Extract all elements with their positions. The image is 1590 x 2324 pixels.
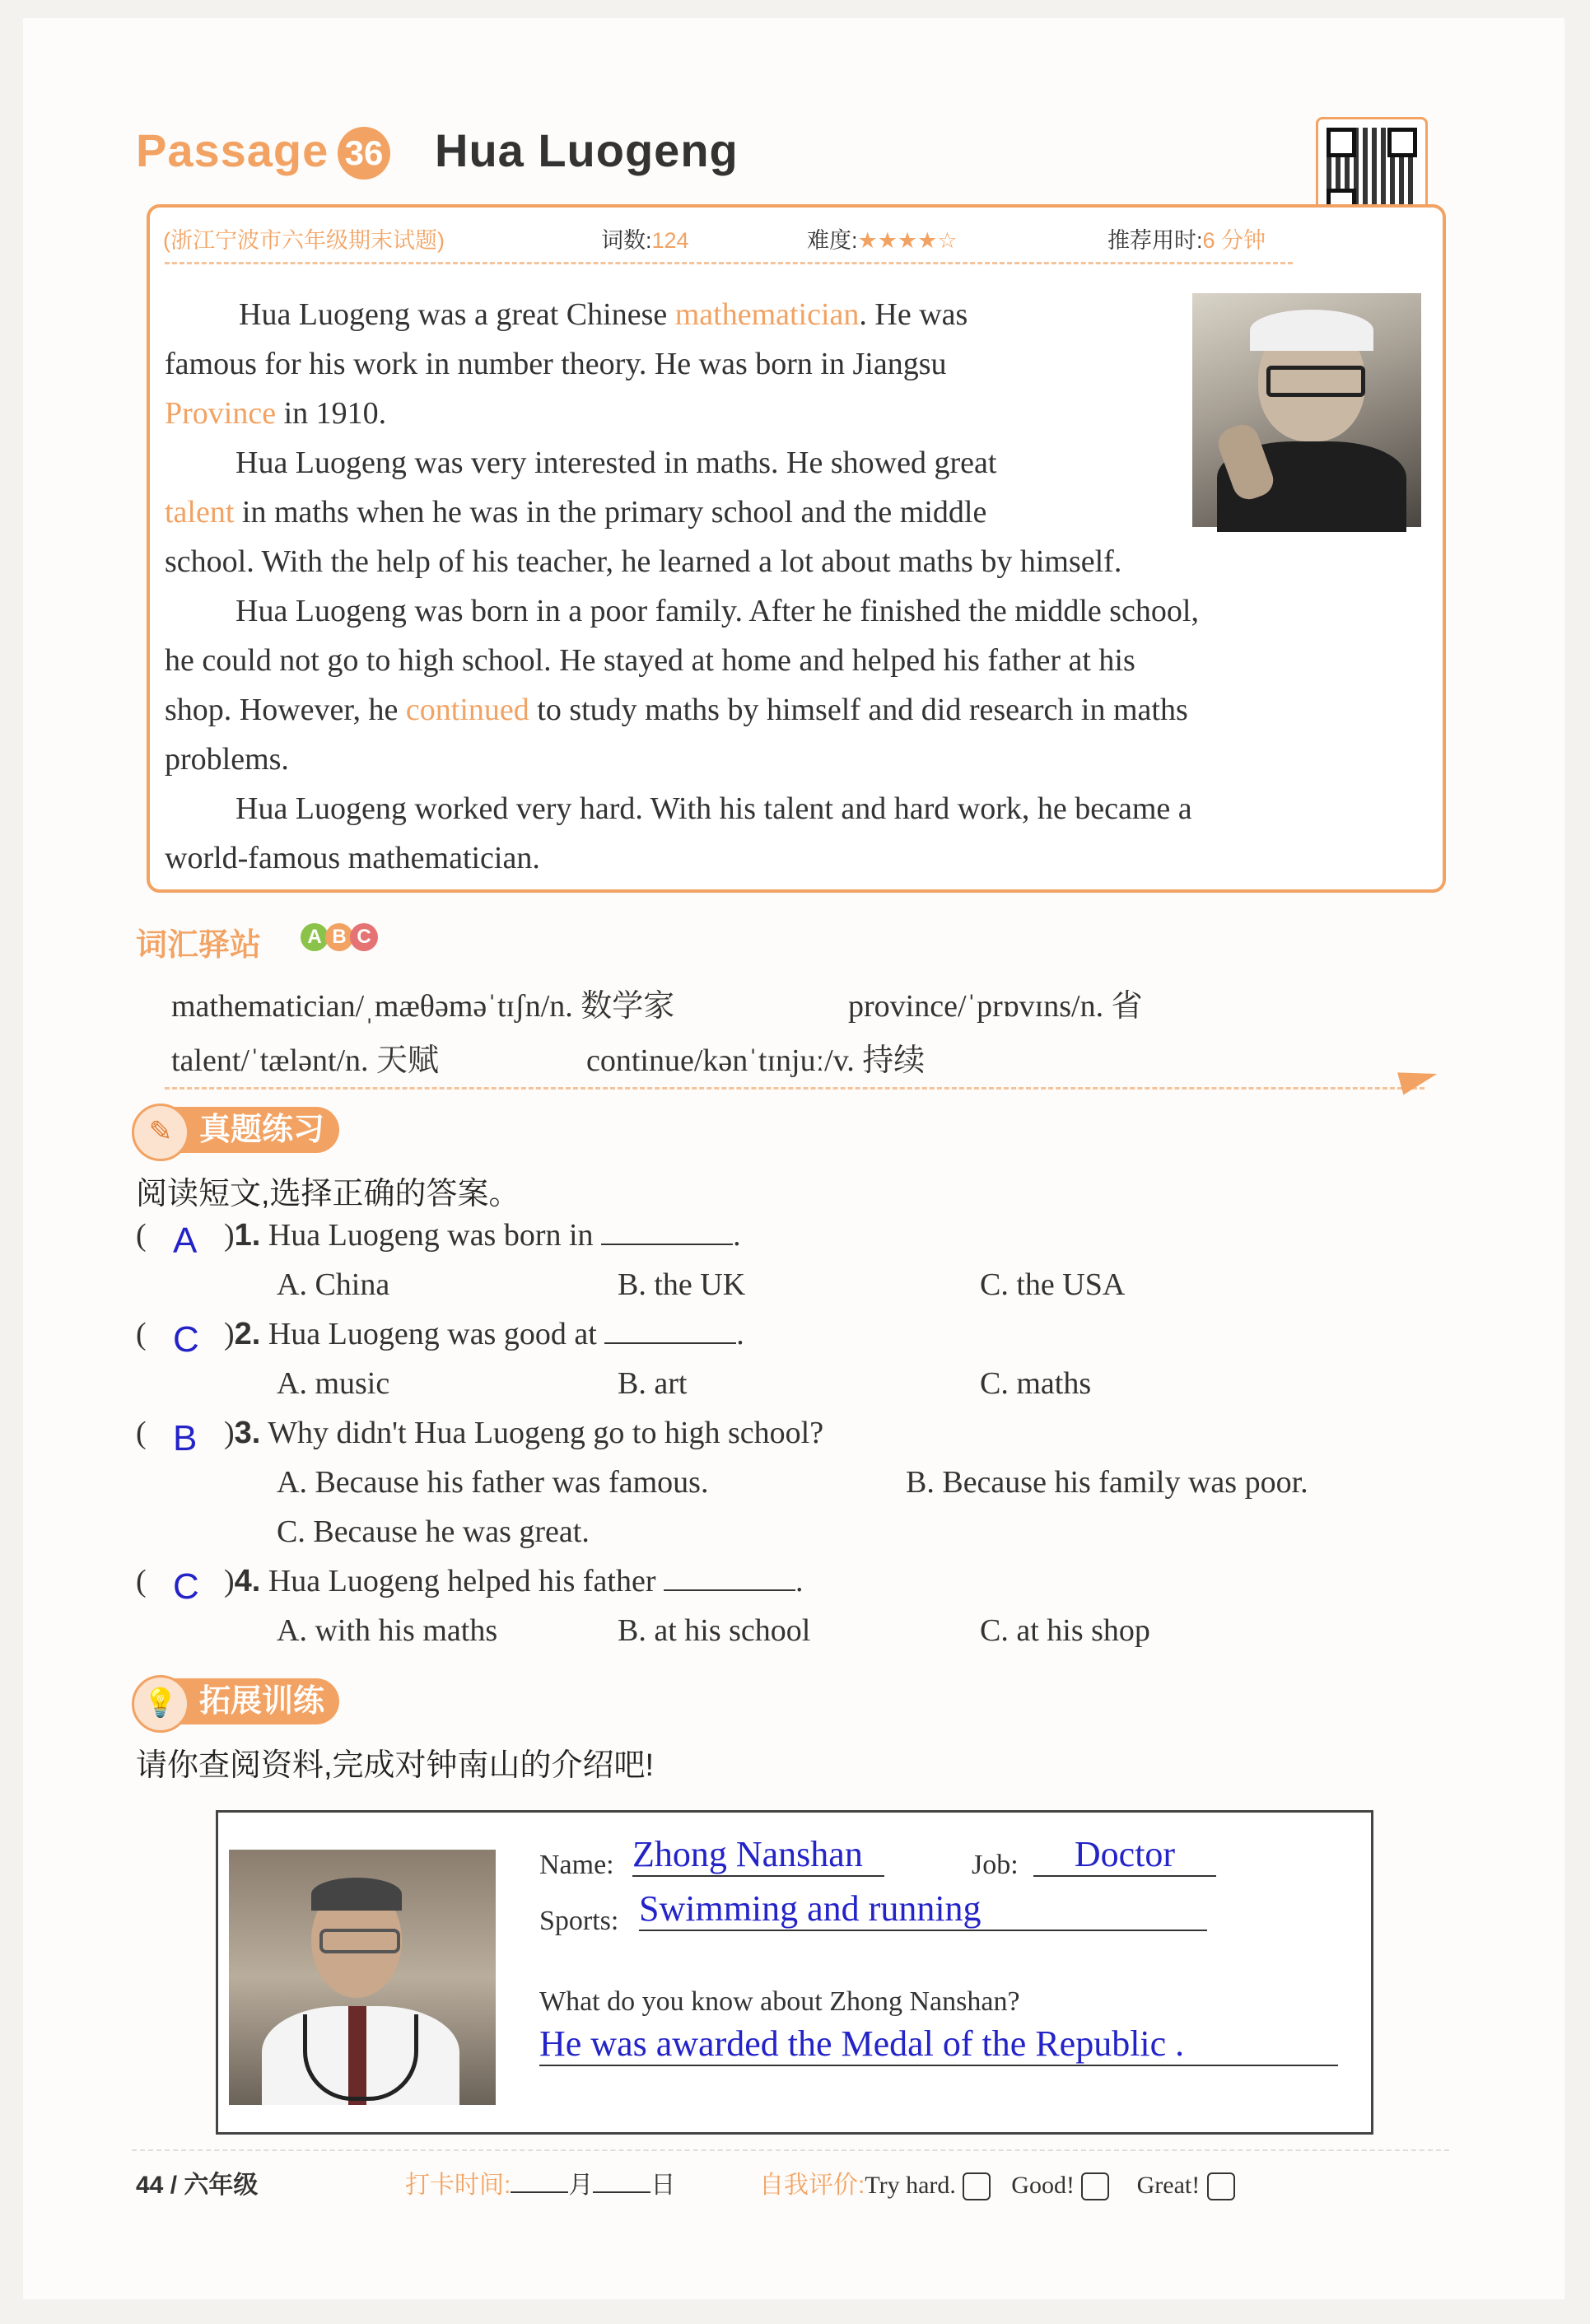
- question-2: )2. Hua Luogeng was good at .: [224, 1317, 744, 1351]
- answer-field[interactable]: He was awarded the Medal of the Republic .: [539, 2023, 1338, 2066]
- job-field[interactable]: Doctor: [1033, 1833, 1216, 1877]
- extension-instruction: 请你查阅资料,完成对钟南山的介绍吧!: [136, 1748, 655, 1783]
- option: B. art: [618, 1366, 688, 1401]
- abc-badge-a: A: [301, 923, 329, 951]
- divider: [165, 1087, 1424, 1090]
- source-note: (浙江宁波市六年级期末试题): [163, 228, 445, 253]
- vocab-item: continue/kənˈtɪnjuː/v. 持续: [586, 1043, 926, 1078]
- answer-paren: (: [136, 1416, 147, 1450]
- passage-line: problems.: [165, 742, 289, 777]
- option: B. the UK: [618, 1267, 746, 1302]
- option: C. the USA: [980, 1267, 1126, 1302]
- divider: [132, 2149, 1449, 2151]
- option: A. Because his father was famous.: [277, 1465, 709, 1500]
- option: B. at his school: [618, 1613, 811, 1648]
- answer-paren: (: [136, 1564, 147, 1598]
- lightbulb-icon: 💡: [132, 1675, 189, 1733]
- extension-badge: 拓展训练: [138, 1678, 339, 1724]
- option: C. Because he was great.: [277, 1514, 590, 1549]
- zhong-nanshan-photo: [229, 1850, 496, 2105]
- passage-line: shop. However, he continued to study maths by himself and did research in maths: [165, 693, 1188, 727]
- answer-paren: (: [136, 1317, 147, 1351]
- checkin: 打卡时间: 月 日: [405, 2172, 676, 2199]
- passage-number-badge: 36: [338, 127, 390, 180]
- passage-line: world-famous mathematician.: [165, 841, 540, 875]
- passage-title: Hua Luogeng: [435, 124, 739, 176]
- question-prompt: What do you know about Zhong Nanshan?: [539, 1986, 1020, 2017]
- page-number: 44 / 六年级: [136, 2172, 259, 2199]
- name-field[interactable]: Zhong Nanshan: [632, 1833, 884, 1877]
- name-label: Name:: [539, 1850, 614, 1880]
- vocab-heading: 词汇驿站: [136, 928, 262, 963]
- passage-line: Hua Luogeng was born in a poor family. After he finished the middle school,: [235, 594, 1199, 628]
- practice-instruction: 阅读短文,选择正确的答案。: [136, 1177, 520, 1211]
- abc-badge-c: C: [350, 923, 378, 951]
- recommended-time: 推荐用时:6 分钟: [1107, 228, 1266, 253]
- option: B. Because his family was poor.: [906, 1465, 1308, 1500]
- question-3: )3. Why didn't Hua Luogeng go to high school?: [224, 1416, 824, 1450]
- passage-line: Hua Luogeng was very interested in maths. He showed great: [235, 446, 997, 480]
- answer-q3[interactable]: B: [173, 1418, 198, 1458]
- answer-q1[interactable]: A: [173, 1220, 198, 1261]
- vocab-item: talent/ˈtælənt/n. 天赋: [171, 1043, 440, 1078]
- sports-field[interactable]: Swimming and running: [639, 1888, 1207, 1931]
- difficulty: 难度:★★★★☆: [807, 228, 958, 253]
- try-hard-checkbox[interactable]: [963, 2172, 991, 2200]
- practice-badge: 真题练习: [138, 1107, 339, 1153]
- good-checkbox[interactable]: [1081, 2172, 1109, 2200]
- option: A. China: [277, 1267, 390, 1302]
- abc-badge-b: B: [325, 923, 353, 951]
- option: C. maths: [980, 1366, 1092, 1401]
- answer-q4[interactable]: C: [173, 1566, 199, 1607]
- passage-line: he could not go to high school. He stayed at home and helped his father at his: [165, 643, 1135, 678]
- passage-line: famous for his work in number theory. He was born in Jiangsu: [165, 347, 947, 381]
- passage-line: Hua Luogeng worked very hard. With his talent and hard work, he became a: [235, 791, 1192, 826]
- passage-line: school. With the help of his teacher, he learned a lot about maths by himself.: [165, 544, 1122, 579]
- pencil-icon: ✎: [132, 1104, 189, 1161]
- hua-luogeng-photo: [1192, 293, 1421, 527]
- self-evaluation: 自我评价:Try hard. Good! Great!: [759, 2164, 1235, 2200]
- question-4: )4. Hua Luogeng helped his father .: [224, 1564, 804, 1598]
- option: A. with his maths: [277, 1613, 498, 1648]
- passage-line: talent in maths when he was in the primary school and the middle: [165, 495, 987, 530]
- question-1: )1. Hua Luogeng was born in .: [224, 1218, 741, 1253]
- passage-line: Province in 1910.: [165, 396, 387, 431]
- word-count: 词数:124: [601, 228, 689, 253]
- divider: [165, 262, 1293, 264]
- answer-q2[interactable]: C: [173, 1319, 199, 1360]
- option: A. music: [277, 1366, 390, 1401]
- sports-label: Sports:: [539, 1906, 619, 1936]
- answer-paren: (: [136, 1218, 147, 1253]
- vocab-item: mathematician/ˌmæθəməˈtɪʃn/n. 数学家: [171, 989, 675, 1024]
- option: C. at his shop: [980, 1613, 1150, 1648]
- vocab-item: province/ˈprɒvɪns/n. 省: [848, 989, 1143, 1024]
- passage-line: Hua Luogeng was a great Chinese mathematician. He was: [239, 297, 968, 332]
- great-checkbox[interactable]: [1207, 2172, 1235, 2200]
- passage-label: Passage: [136, 124, 329, 176]
- job-label: Job:: [972, 1850, 1019, 1880]
- difficulty-stars: ★★★★☆: [857, 228, 958, 253]
